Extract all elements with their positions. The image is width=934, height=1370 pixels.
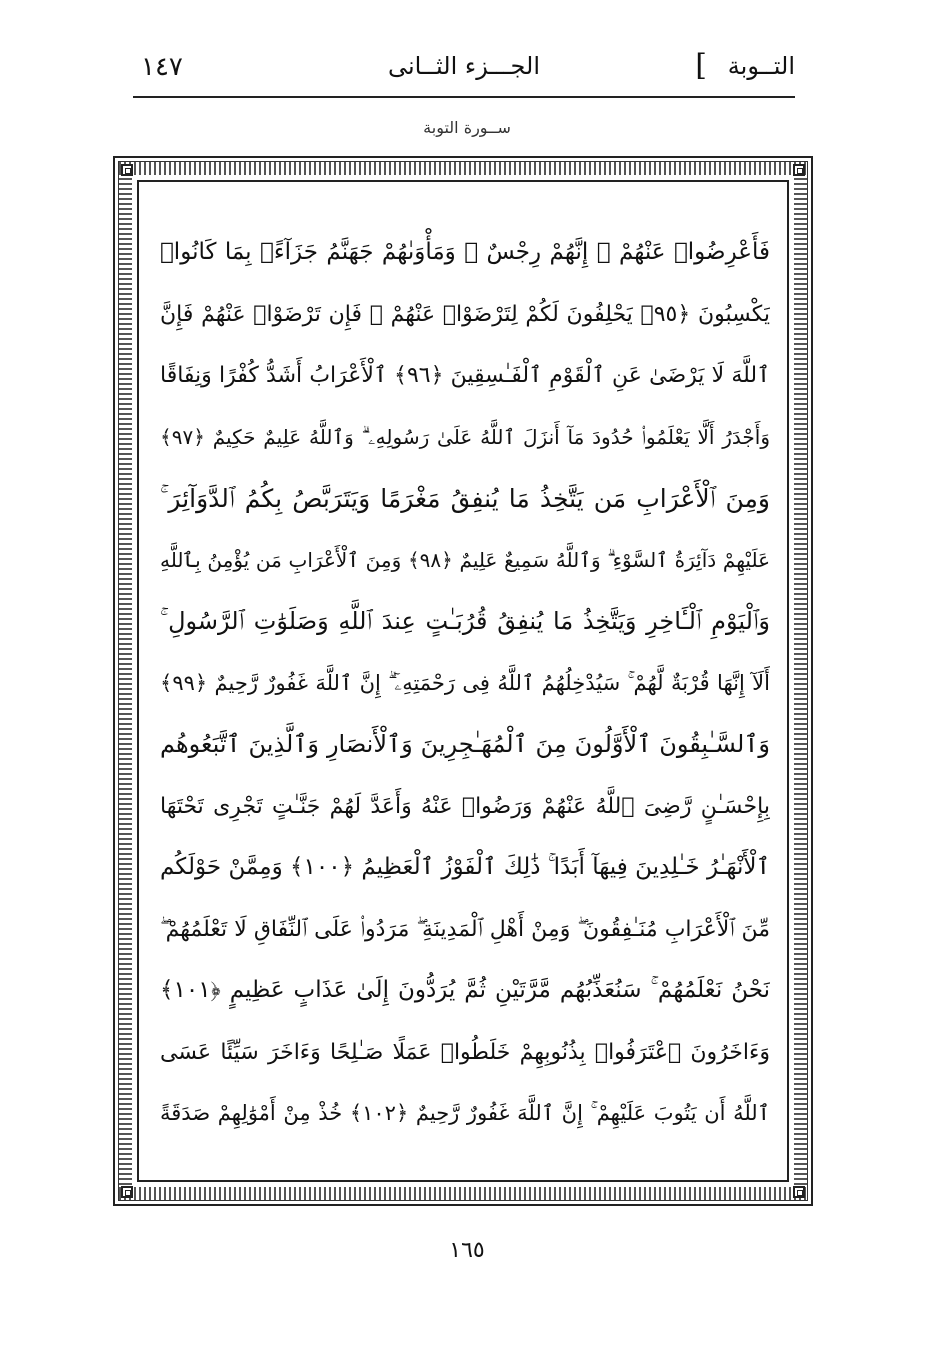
text-line: وَٱلْيَوْمِ ٱلْـَٔاخِرِ وَيَتَّخِذُ مَا يُنفِقُ قُرُبَـٰتٍ عِندَ ٱللَّهِ وَصَلَوَٰتِ ٱلرَّسُولِ ۚ <box>160 607 770 635</box>
text-line: ٱلْأَنْهَـٰرُ خَـٰلِدِينَ فِيهَآ أَبَدًا ۚ ذَٰلِكَ ٱلْفَوْزُ ٱلْعَظِيمُ ﴿١٠٠﴾ وَمِمَّنْ حَوْلَكُم <box>160 854 770 880</box>
text-line: أَلَآ إِنَّهَا قُرْبَةٌ لَّهُمْ ۚ سَيُدْخِلُهُمُ ٱللَّهُ فِى رَحْمَتِهِۦٓ ۗ إِنَّ ٱللَّهَ غَفُورٌ رَّحِيمٌ ﴿٩٩﴾ <box>160 670 770 695</box>
header-rule <box>133 96 795 98</box>
header-juz-label: الجـــزء الثــانى <box>387 52 541 80</box>
footer-page-number: ١٦٥ <box>449 1238 485 1263</box>
frame-corner-ornament <box>793 1186 805 1198</box>
text-line: فَأَعْرِضُوا۟ عَنْهُمْ ۖ إِنَّهُمْ رِجْسٌ ۖ وَمَأْوَىٰهُمْ جَهَنَّمُ جَزَآءًۢ بِمَا كَانُوا۟ <box>160 239 770 265</box>
header-bracket: ] <box>695 48 707 83</box>
text-line: وَمِنَ ٱلْأَعْرَابِ مَن يَتَّخِذُ مَا يُنفِقُ مَغْرَمًا وَيَتَرَبَّصُ بِكُمُ ٱلدَّوَآئِرَ ۚ <box>160 484 770 513</box>
text-line: وَٱلسَّـٰبِقُونَ ٱلْأَوَّلُونَ مِنَ ٱلْمُهَـٰجِرِينَ وَٱلْأَنصَارِ وَٱلَّذِينَ ٱتَّبَعُوهُم <box>160 730 770 758</box>
header-surah-name: التــوبة <box>727 52 795 80</box>
text-line: عَلَيْهِمْ دَآئِرَةُ ٱلسَّوْءِ ۗ وَٱللَّهُ سَمِيعٌ عَلِيمٌ ﴿٩٨﴾ وَمِنَ ٱلْأَعْرَابِ مَن يُؤْمِنُ بِٱللَّهِ <box>160 547 770 572</box>
text-line: وَأَجْدَرُ أَلَّا يَعْلَمُوا۟ حُدُودَ مَآ أَنزَلَ ٱللَّهُ عَلَىٰ رَسُولِهِۦ ۗ وَٱللَّهُ عَلِيمٌ حَكِيمٌ ﴿٩٧﴾ <box>160 424 770 449</box>
text-line: ٱللَّهُ أَن يَتُوبَ عَلَيْهِمْ ۚ إِنَّ ٱللَّهَ غَفُورٌ رَّحِيمٌ ﴿١٠٢﴾ خُذْ مِنْ أَمْوَٰلِهِمْ صَدَقَةً <box>160 1101 770 1125</box>
text-line: يَكْسِبُونَ ﴿٩٥﴾ يَحْلِفُونَ لَكُمْ لِتَرْضَوْا۟ عَنْهُمْ ۖ فَإِن تَرْضَوْا۟ عَنْهُمْ فَإِنَّ <box>160 301 770 327</box>
text-line: مِّنَ ٱلْأَعْرَابِ مُنَـٰفِقُونَ ۖ وَمِنْ أَهْلِ ٱلْمَدِينَةِ ۖ مَرَدُوا۟ عَلَى ٱلنِّفَاقِ لَا تَعْلَمُهُمْ ۖ <box>160 916 770 942</box>
frame-corner-ornament <box>793 164 805 176</box>
text-line: ٱللَّهَ لَا يَرْضَىٰ عَنِ ٱلْقَوْمِ ٱلْفَـٰسِقِينَ ﴿٩٦﴾ ٱلْأَعْرَابُ أَشَدُّ كُفْرًا وَنِفَاقًا <box>160 363 770 388</box>
text-line: نَحْنُ نَعْلَمُهُمْ ۚ سَنُعَذِّبُهُم مَّرَّتَيْنِ ثُمَّ يُرَدُّونَ إِلَىٰ عَذَابٍ عَظِيمٍ ﴿١٠١﴾ <box>160 977 770 1003</box>
frame-corner-ornament <box>121 164 133 176</box>
text-line: بِإِحْسَـٰنٍ رَّضِىَ ٱللَّهُ عَنْهُمْ وَرَضُوا۟ عَنْهُ وَأَعَدَّ لَهُمْ جَنَّـٰتٍ تَجْرِى تَحْتَهَا <box>160 793 770 819</box>
surah-caption: ســورة التوبة <box>423 118 511 137</box>
quran-text-block <box>160 222 770 1145</box>
header-page-number: ١٤٧ <box>141 52 183 82</box>
page-header <box>133 50 795 90</box>
text-line: وَءَاخَرُونَ ٱعْتَرَفُوا۟ بِذُنُوبِهِمْ خَلَطُوا۟ عَمَلًا صَـٰلِحًا وَءَاخَرَ سَيِّئًا عَسَى <box>160 1039 770 1065</box>
frame-corner-ornament <box>121 1186 133 1198</box>
